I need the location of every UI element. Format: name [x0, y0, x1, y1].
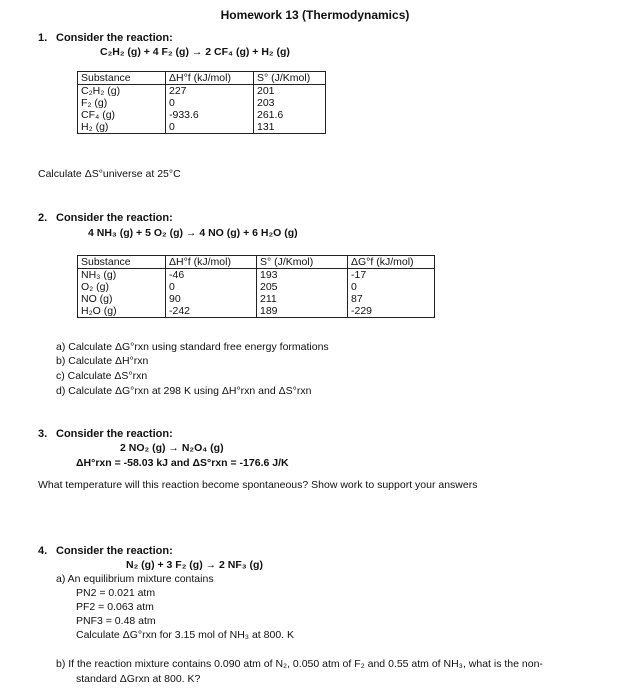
table-row — [78, 269, 435, 282]
q2-heading: Consider the reaction: — [56, 212, 173, 224]
q2-reaction: 4 NH₃ (g) + 5 O₂ (g) → 4 NO (g) + 6 H₂O (g) — [88, 227, 298, 239]
q1-prompt-main: Calculate ΔS°universe — [38, 168, 143, 180]
cell-entropy: 131 — [254, 121, 326, 134]
table-row — [78, 305, 435, 318]
cell-substance: O₂ (g) — [78, 281, 166, 293]
cell-free-energy: 87 — [348, 293, 435, 305]
header-entropy: S° (J/Kmol) — [257, 256, 348, 269]
q1-number: 1. — [38, 32, 48, 44]
q3-values: ΔH°rxn = -58.03 kJ and ΔS°rxn = -176.6 J/K — [76, 457, 289, 469]
q1-prompt — [38, 168, 181, 180]
q4-part-a-intro: a) An equilibrium mixture contains — [56, 573, 214, 585]
cell-substance: H₂ (g) — [78, 121, 166, 134]
q2-data-table — [77, 255, 435, 318]
q1-data-table — [77, 71, 326, 134]
table-row — [78, 97, 326, 109]
cell-free-energy: 0 — [348, 281, 435, 293]
table-row — [78, 109, 326, 121]
cell-enthalpy: 0 — [166, 97, 254, 109]
q1-reaction: C₂H₂ (g) + 4 F₂ (g) → 2 CF₄ (g) + H₂ (g) — [100, 46, 290, 58]
header-enthalpy: ΔH°f (kJ/mol) — [166, 72, 254, 85]
q4-pressure-nf3: PNF3 = 0.48 atm — [76, 615, 156, 627]
table-row — [78, 293, 435, 305]
table-header-row — [78, 72, 326, 85]
q4-heading: Consider the reaction: — [56, 545, 173, 557]
header-substance: Substance — [78, 72, 166, 85]
table-row — [78, 85, 326, 98]
page-title: Homework 13 (Thermodynamics) — [220, 8, 410, 22]
cell-substance: C₂H₂ (g) — [78, 85, 166, 98]
q3-question: What temperature will this reaction become spontaneous? Show work to support your answers — [38, 479, 478, 491]
q1-prompt-tail: at 25°C — [145, 168, 181, 180]
header-entropy: S° (J/Kmol) — [254, 72, 326, 85]
q2-part-b: b) Calculate ΔH°rxn — [56, 355, 149, 367]
q4-pressure-f2: PF2 = 0.063 atm — [76, 601, 154, 613]
cell-enthalpy: -46 — [166, 269, 257, 282]
cell-enthalpy: 0 — [166, 281, 257, 293]
q3-heading: Consider the reaction: — [56, 428, 173, 440]
cell-entropy: 261.6 — [254, 109, 326, 121]
table-row — [78, 281, 435, 293]
q3-reaction: 2 NO₂ (g) → N₂O₄ (g) — [120, 442, 224, 454]
cell-enthalpy: 0 — [166, 121, 254, 134]
header-enthalpy: ΔH°f (kJ/mol) — [166, 256, 257, 269]
q3-number: 3. — [38, 428, 48, 440]
q2-part-a: a) Calculate ΔG°rxn using standard free energy formations — [56, 341, 329, 353]
header-substance: Substance — [78, 256, 166, 269]
q4-number: 4. — [38, 545, 48, 557]
cell-entropy: 205 — [257, 281, 348, 293]
cell-substance: F₂ (g) — [78, 97, 166, 109]
table-header-row — [78, 256, 435, 269]
q2-part-c: c) Calculate ΔS°rxn — [56, 370, 148, 382]
q4-pressure-n2: PN2 = 0.021 atm — [76, 587, 156, 599]
q4-reaction: N₂ (g) + 3 F₂ (g) → 2 NF₃ (g) — [126, 559, 263, 571]
cell-substance: NH₃ (g) — [78, 269, 166, 282]
cell-entropy: 203 — [254, 97, 326, 109]
q4-part-b-line1: b) If the reaction mixture contains 0.090 atm of N₂, 0.050 atm of F₂ and 0.55 atm of NH₃, what is the non- — [56, 658, 543, 670]
q1-heading: Consider the reaction: — [56, 32, 173, 44]
cell-entropy: 193 — [257, 269, 348, 282]
cell-entropy: 211 — [257, 293, 348, 305]
q4-part-b-line2: standard ΔGrxn at 800. K? — [76, 673, 201, 685]
cell-enthalpy: 90 — [166, 293, 257, 305]
q2-number: 2. — [38, 212, 48, 224]
cell-enthalpy: -242 — [166, 305, 257, 318]
cell-entropy: 189 — [257, 305, 348, 318]
cell-free-energy: -229 — [348, 305, 435, 318]
cell-substance: CF₄ (g) — [78, 109, 166, 121]
cell-enthalpy: 227 — [166, 85, 254, 98]
q2-part-d: d) Calculate ΔG°rxn at 298 K using ΔH°rxn and ΔS°rxn — [56, 385, 312, 397]
cell-entropy: 201 — [254, 85, 326, 98]
header-free-energy: ΔG°f (kJ/mol) — [348, 256, 435, 269]
cell-enthalpy: -933.6 — [166, 109, 254, 121]
cell-substance: NO (g) — [78, 293, 166, 305]
table-row — [78, 121, 326, 134]
cell-free-energy: -17 — [348, 269, 435, 282]
cell-substance: H₂O (g) — [78, 305, 166, 318]
q4-part-a-calc: Calculate ΔG°rxn for 3.15 mol of NH₃ at 800. K — [76, 629, 294, 641]
